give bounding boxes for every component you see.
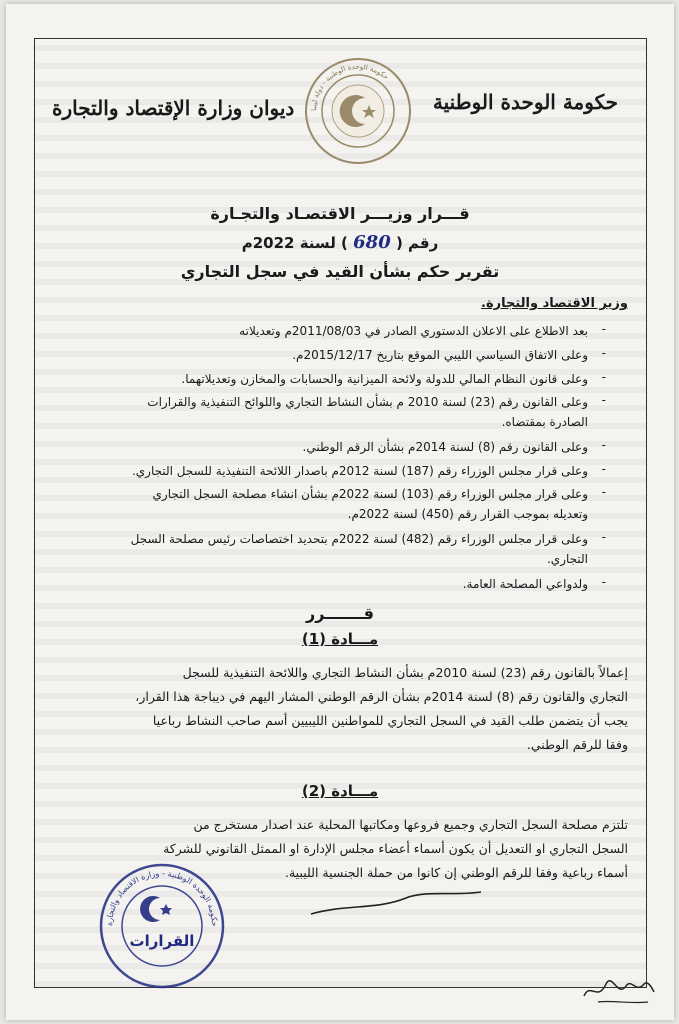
article-1-line-2: التجاري والقانون رقم (8) لسنة 2014م بشأن الرقم الوطني المشار اليهم في ديباجة هذا القرار،: [135, 689, 628, 704]
header-ministry-name: ديوان وزارة الإقتصاد والتجارة: [52, 96, 295, 120]
decides-heading: قـــــــرر: [306, 604, 374, 623]
preamble-item-4-line-1: وعلى القانون رقم (23) لسنة 2010 م بشأن النشاط التجاري واللوائح التنفيذية والقرارات: [147, 395, 588, 409]
article-2-line-3: أسماء رباعية وفقا للرقم الوطني إن كانوا من حملة الجنسية الليبية.: [285, 865, 628, 880]
emblem-ring-text: حكومة الوحدة الوطنية - دولة ليبيا: [309, 62, 391, 112]
preamble-item-7-line-2: وتعديله بموجب القرار رقم (450) لسنة 2022م.: [347, 507, 588, 521]
article-1-line-4: وفقا للرقم الوطني.: [526, 737, 628, 752]
bullet-dash: -: [601, 322, 606, 336]
preamble-item-5: وعلى القانون رقم (8) لسنة 2014م بشأن الرقم الوطني.: [302, 440, 588, 454]
article-1-line-3: يجب أن يتضمن طلب القيد في السجل التجاري للمواطنين الليبيين أسم صاحب النشاط رباعيا: [152, 713, 628, 728]
preamble-item-1: بعد الاطلاع على الاعلان الدستوري الصادر في 2011/08/03م وتعديلاته: [239, 324, 588, 338]
preamble-item-8-line-1: وعلى قرار مجلس الوزراء رقم (482) لسنة 2022م بتحديد اختصاصات رئيس مصلحة السجل: [130, 532, 588, 546]
initials-signature-icon: [578, 962, 658, 1012]
article-2-title: مـــادة (2): [301, 782, 379, 800]
preamble-item-2: وعلى الاتفاق السياسي الليبي الموقع بتاريخ 2015/12/17م.: [292, 348, 588, 362]
stamp-ring-text: حكومة الوحدة الوطنية - وزارة الاقتصاد والتجارة: [104, 868, 220, 927]
preamble-item-8-line-2: التجاري.: [546, 552, 588, 566]
preamble-item-3: وعلى قانون النظام المالي للدولة ولائحة الميزانية والحسابات والمخازن وتعديلاتهما.: [181, 372, 588, 386]
decision-number-handwritten: 680: [353, 232, 391, 253]
article-2-line-1: تلتزم مصلحة السجل التجاري وجميع فروعها ومكاتبها المحلية عند اصدار مستخرج من: [193, 817, 628, 832]
minister-signature-icon: [306, 884, 486, 924]
decision-number: [6, 232, 674, 253]
bullet-dash: -: [601, 438, 606, 452]
decision-number-suffix: ) لسنة 2022م: [241, 234, 348, 252]
preamble-item-6: وعلى قرار مجلس الوزراء رقم (187) لسنة 2012م باصدار اللائحة التنفيذية للسجل التجاري.: [131, 464, 588, 478]
libya-emblem-icon: [303, 56, 413, 166]
article-2-line-2: السجل التجاري او التعديل أن يكون أسماء أعضاء مجلس الإدارة او الممثل القانوني للشركة: [163, 841, 628, 856]
bullet-dash: -: [601, 370, 606, 384]
decision-subject: تقرير حكم بشأن القيد في سجل التجاري: [180, 262, 500, 281]
bullet-dash: -: [601, 575, 606, 589]
preamble-item-7-line-1: وعلى قرار مجلس الوزراء رقم (103) لسنة 2022م بشأن انشاء مصلحة السجل التجاري: [152, 487, 588, 501]
decision-number-prefix: رقم (: [395, 234, 439, 252]
document-sheet: [6, 4, 674, 1020]
bullet-dash: -: [601, 485, 606, 499]
bullet-dash: -: [601, 393, 606, 407]
bullet-dash: -: [601, 462, 606, 476]
preamble-item-9: ولدواعي المصلحة العامة.: [462, 577, 588, 591]
article-1-line-1: إعمالاً بالقانون رقم (23) لسنة 2010م بشأن النشاط التجاري واللائحة التنفيذية للسجل: [182, 665, 628, 680]
preamble-heading: وزير الاقتصاد والتجارة.: [481, 296, 628, 311]
header-government-name: حكومة الوحدة الوطنية: [432, 90, 618, 114]
stamp-center-text: القرارات: [129, 932, 195, 950]
bullet-dash: -: [601, 346, 606, 360]
decision-title: قـــرار وزيـــر الاقتصـاد والتجـارة: [210, 204, 470, 223]
bullet-dash: -: [601, 530, 606, 544]
preamble-item-4-line-2: الصادرة بمقتضاه.: [501, 415, 588, 429]
official-stamp-icon: [98, 862, 226, 990]
article-1-title: مـــادة (1): [301, 630, 379, 648]
